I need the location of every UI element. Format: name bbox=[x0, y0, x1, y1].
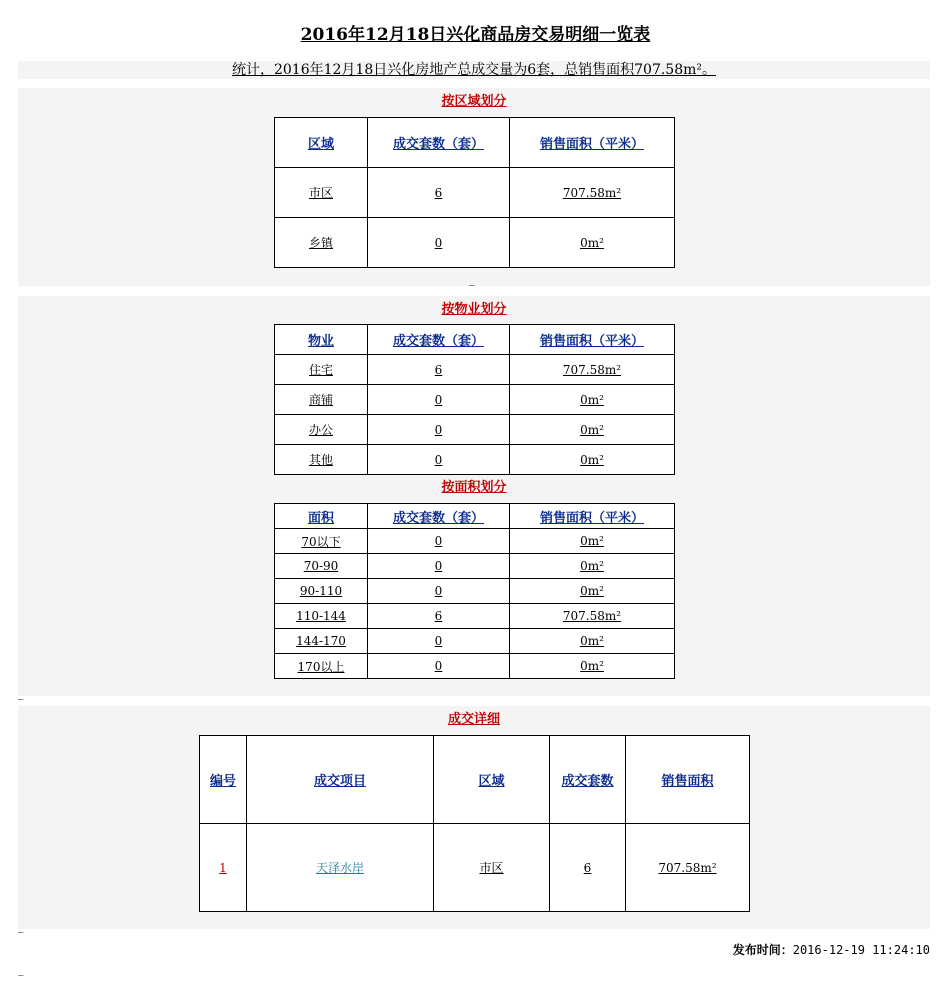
region-cell[interactable]: 0 bbox=[368, 218, 510, 268]
property-cell[interactable]: 0 bbox=[368, 445, 510, 475]
table-row bbox=[275, 604, 675, 629]
region-cell[interactable]: 0m² bbox=[510, 218, 675, 268]
detail-header-count[interactable]: 成交套数 bbox=[550, 736, 626, 824]
area-cell[interactable]: 70-90 bbox=[275, 554, 368, 579]
detail-count-link[interactable]: 6 bbox=[550, 824, 626, 912]
detail-section-title: 成交详细 bbox=[447, 712, 500, 727]
detail-id-link[interactable]: 1 bbox=[200, 824, 247, 912]
area-cell[interactable]: 0m² bbox=[510, 629, 675, 654]
property-cell[interactable]: 707.58m² bbox=[510, 355, 675, 385]
area-table bbox=[274, 503, 675, 679]
area-cell[interactable]: 0m² bbox=[510, 529, 675, 554]
separator-dash: _ bbox=[18, 687, 24, 700]
table-row bbox=[275, 218, 675, 268]
region-cell[interactable]: 乡镇 bbox=[275, 218, 368, 268]
table-row bbox=[200, 824, 750, 912]
area-cell[interactable]: 0m² bbox=[510, 579, 675, 604]
publish-time-value: 2016-12-19 11:24:10 bbox=[792, 943, 930, 957]
detail-table bbox=[199, 735, 750, 912]
table-row bbox=[275, 529, 675, 554]
detail-header-project[interactable]: 成交项目 bbox=[247, 736, 434, 824]
property-table bbox=[274, 324, 675, 475]
property-header-count[interactable]: 成交套数（套） bbox=[368, 325, 510, 355]
region-table bbox=[274, 117, 675, 268]
publish-time-label: 发布时间： bbox=[732, 943, 793, 957]
separator-dash: _ bbox=[18, 963, 24, 976]
detail-region-link[interactable]: 市区 bbox=[434, 824, 550, 912]
property-area-panel bbox=[18, 296, 930, 696]
region-cell[interactable]: 6 bbox=[368, 168, 510, 218]
table-row bbox=[275, 629, 675, 654]
page-title: 2016年12月18日兴化商品房交易明细一览表 bbox=[300, 25, 651, 45]
area-header-count[interactable]: 成交套数（套） bbox=[368, 504, 510, 529]
area-cell[interactable]: 144-170 bbox=[275, 629, 368, 654]
property-section-title: 按物业划分 bbox=[441, 302, 507, 317]
property-cell[interactable]: 0m² bbox=[510, 445, 675, 475]
area-cell[interactable]: 110-144 bbox=[275, 604, 368, 629]
region-cell[interactable]: 市区 bbox=[275, 168, 368, 218]
publish-time bbox=[733, 941, 930, 958]
area-header-size[interactable]: 销售面积（平米） bbox=[510, 504, 675, 529]
area-cell[interactable]: 707.58m² bbox=[510, 604, 675, 629]
table-row bbox=[275, 445, 675, 475]
region-section-title: 按区域划分 bbox=[441, 94, 507, 109]
property-cell[interactable]: 0m² bbox=[510, 415, 675, 445]
region-header-area[interactable]: 区域 bbox=[275, 118, 368, 168]
property-cell[interactable]: 0 bbox=[368, 385, 510, 415]
detail-header-size[interactable]: 销售面积 bbox=[626, 736, 750, 824]
region-cell[interactable]: 707.58m² bbox=[510, 168, 675, 218]
table-row bbox=[275, 415, 675, 445]
area-cell[interactable]: 0 bbox=[368, 629, 510, 654]
table-row bbox=[275, 355, 675, 385]
property-cell[interactable]: 0m² bbox=[510, 385, 675, 415]
property-cell[interactable]: 其他 bbox=[275, 445, 368, 475]
table-row bbox=[275, 654, 675, 679]
separator-dash: _ bbox=[18, 920, 24, 933]
area-cell[interactable]: 6 bbox=[368, 604, 510, 629]
property-header-size[interactable]: 销售面积（平米） bbox=[510, 325, 675, 355]
table-row bbox=[275, 554, 675, 579]
area-cell[interactable]: 0 bbox=[368, 579, 510, 604]
area-header-range[interactable]: 面积 bbox=[275, 504, 368, 529]
area-cell[interactable]: 90-110 bbox=[275, 579, 368, 604]
summary-text: 统计，2016年12月18日兴化房地产总成交量为6套，总销售面积707.58m²。 bbox=[18, 61, 930, 79]
area-cell[interactable]: 0 bbox=[368, 554, 510, 579]
table-row bbox=[275, 579, 675, 604]
detail-panel bbox=[18, 706, 930, 929]
area-section-title: 按面积划分 bbox=[441, 480, 507, 495]
area-cell[interactable]: 0m² bbox=[510, 554, 675, 579]
property-header-type[interactable]: 物业 bbox=[275, 325, 368, 355]
property-cell[interactable]: 商铺 bbox=[275, 385, 368, 415]
property-cell[interactable]: 住宅 bbox=[275, 355, 368, 385]
area-cell[interactable]: 70以下 bbox=[275, 529, 368, 554]
region-header-size[interactable]: 销售面积（平米） bbox=[510, 118, 675, 168]
area-cell[interactable]: 170以上 bbox=[275, 654, 368, 679]
table-row bbox=[275, 385, 675, 415]
area-cell[interactable]: 0 bbox=[368, 529, 510, 554]
property-cell[interactable]: 0 bbox=[368, 415, 510, 445]
detail-size-link[interactable]: 707.58m² bbox=[626, 824, 750, 912]
area-cell[interactable]: 0 bbox=[368, 654, 510, 679]
region-header-count[interactable]: 成交套数（套） bbox=[368, 118, 510, 168]
area-cell[interactable]: 0m² bbox=[510, 654, 675, 679]
table-row bbox=[275, 168, 675, 218]
property-cell[interactable]: 6 bbox=[368, 355, 510, 385]
separator-dash: _ bbox=[469, 273, 475, 286]
detail-header-region[interactable]: 区域 bbox=[434, 736, 550, 824]
region-panel bbox=[18, 88, 930, 286]
property-cell[interactable]: 办公 bbox=[275, 415, 368, 445]
detail-header-id[interactable]: 编号 bbox=[200, 736, 247, 824]
detail-project-link[interactable]: 天泽水岸 bbox=[247, 824, 434, 912]
